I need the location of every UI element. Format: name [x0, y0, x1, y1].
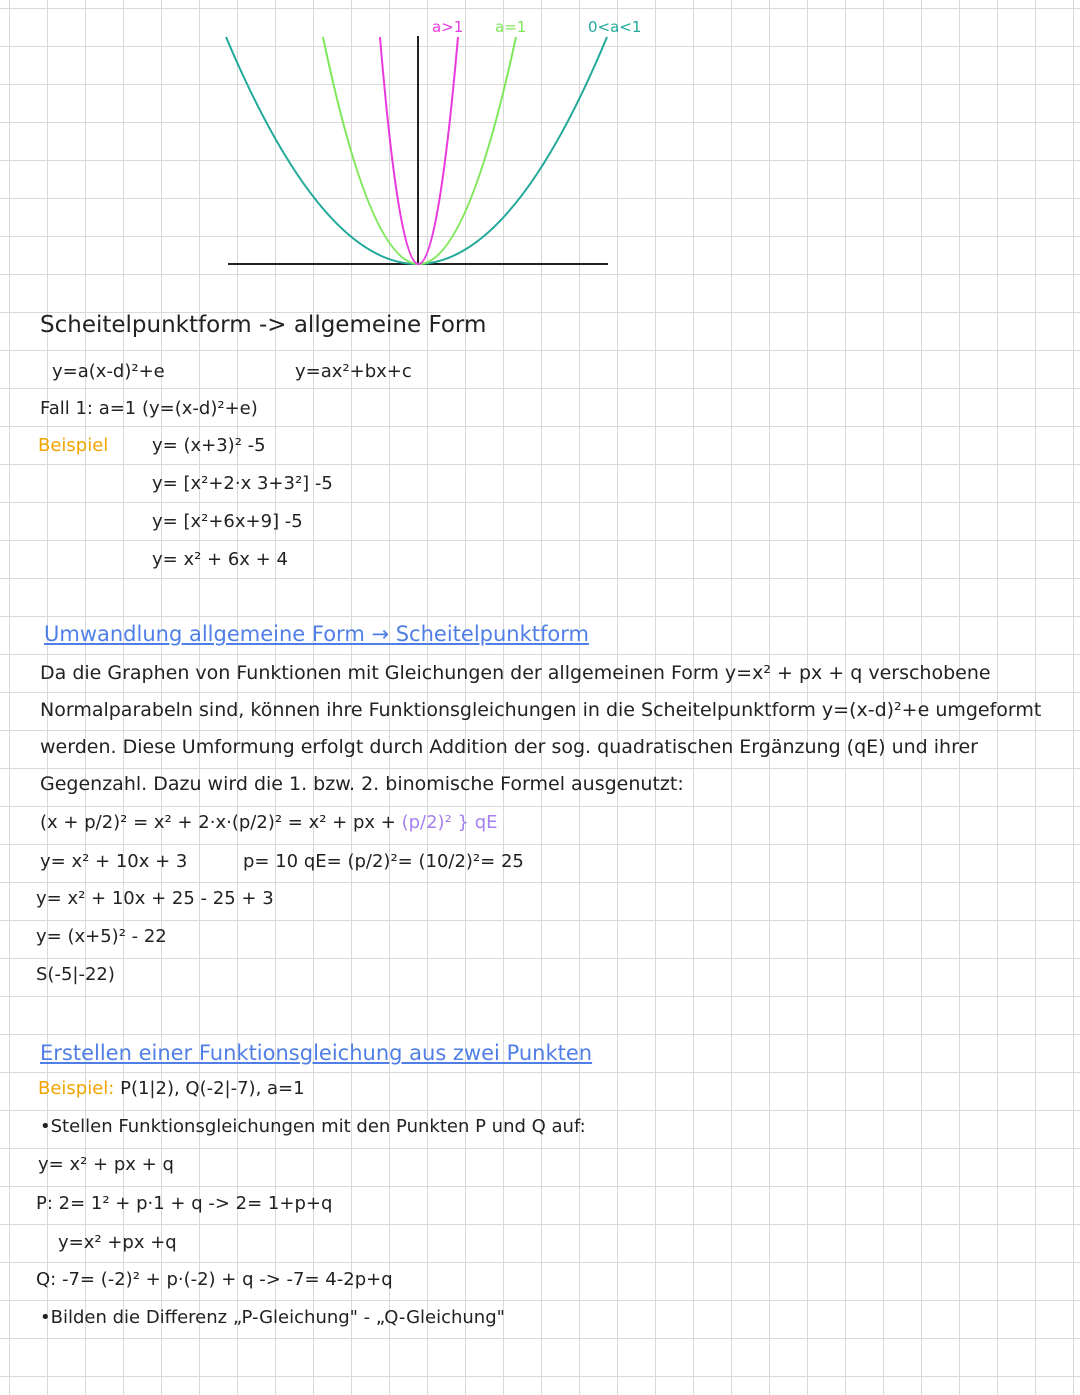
- general-form: y=ax²+bx+c: [295, 361, 412, 382]
- step-2: y= [x²+2·x 3+3²] -5: [152, 473, 333, 494]
- s3-example-label: Beispiel:: [38, 1078, 115, 1099]
- binomial-formula: [40, 812, 498, 833]
- case-line: Fall 1: a=1 (y=(x-d)²+e): [40, 398, 258, 419]
- s3-bullet-1: •Stellen Funktionsgleichungen mit den Punkten P und Q auf:: [40, 1116, 586, 1137]
- binomial-formula-qe: (p/2)² } qE: [401, 812, 498, 833]
- label-a-between: 0<a<1: [588, 18, 642, 36]
- s3-q-line: Q: -7= (-2)² + p·(-2) + q -> -7= 4-2p+q: [36, 1269, 393, 1290]
- section2-title: Umwandlung allgemeine Form → Scheitelpunktform: [44, 622, 589, 646]
- example-label: Beispiel: [38, 435, 109, 456]
- s2-step-1: y= x² + 10x + 25 - 25 + 3: [36, 888, 274, 909]
- s3-example-text: P(1|2), Q(-2|-7), a=1: [114, 1078, 305, 1099]
- paragraph-line-1: Da die Graphen von Funktionen mit Gleichungen der allgemeinen Form y=x² + px + q verschobene: [40, 662, 991, 684]
- step-4: y= x² + 6x + 4: [152, 549, 288, 570]
- paragraph-line-4: Gegenzahl. Dazu wird die 1. bzw. 2. binomische Formel ausgenutzt:: [40, 773, 684, 795]
- paragraph-line-3: werden. Diese Umformung erfolgt durch Addition der sog. quadratischen Ergänzung (qE) und ihrer: [40, 736, 978, 758]
- binomial-formula-text: (x + p/2)² = x² + 2·x·(p/2)² = x² + px +: [40, 812, 396, 833]
- parabola-graph: [0, 0, 1080, 290]
- s3-p-line: P: 2= 1² + p·1 + q -> 2= 1+p+q: [36, 1193, 333, 1214]
- label-a-eq-1: a=1: [495, 18, 527, 36]
- example-p-qe: p= 10 qE= (p/2)²= (10/2)²= 25: [243, 851, 524, 872]
- s2-step-2: y= (x+5)² - 22: [36, 926, 167, 947]
- s3-example: [38, 1078, 305, 1099]
- label-a-gt-1: a>1: [432, 18, 464, 36]
- section3-title: Erstellen einer Funktionsgleichung aus zwei Punkten: [40, 1041, 593, 1065]
- s3-eq-2: y=x² +px +q: [58, 1232, 177, 1253]
- section1-title: Scheitelpunktform -> allgemeine Form: [40, 312, 487, 338]
- example-equation: y= x² + 10x + 3: [40, 851, 188, 872]
- vertex-form: y=a(x-d)²+e: [52, 361, 165, 382]
- s3-bullet-2: •Bilden die Differenz „P-Gleichung" - „Q-Gleichung": [40, 1307, 505, 1328]
- vertex-point: S(-5|-22): [36, 964, 115, 985]
- s3-eq-1: y= x² + px + q: [38, 1154, 174, 1175]
- paragraph-line-2: Normalparabeln sind, können ihre Funktionsgleichungen in die Scheitelpunktform y=(x-d)²+e umgeformt: [40, 699, 1042, 721]
- step-1: y= (x+3)² -5: [152, 435, 266, 456]
- parabola-a-between: [226, 37, 607, 264]
- step-3: y= [x²+6x+9] -5: [152, 511, 303, 532]
- parabola-a-eq-1: [323, 37, 516, 264]
